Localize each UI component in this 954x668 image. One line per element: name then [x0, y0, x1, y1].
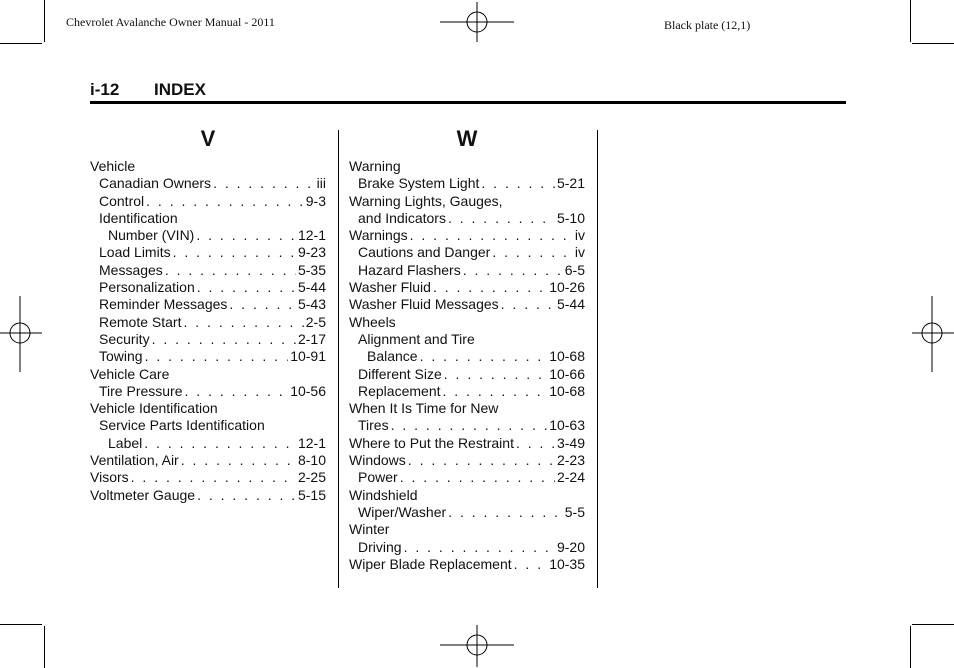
entry-page-ref: 10-91 — [290, 348, 326, 365]
entry-term: and Indicators — [358, 209, 446, 226]
entry-term: Visors — [90, 469, 129, 486]
entry-page-ref: 10-63 — [549, 417, 585, 434]
registration-mark-bottom — [440, 625, 516, 667]
index-entry — [349, 487, 585, 504]
dot-leader — [391, 417, 548, 434]
index-entry — [349, 244, 585, 261]
dot-leader — [131, 469, 296, 486]
index-entry — [349, 227, 585, 244]
entry-page-ref: 2-25 — [297, 469, 326, 486]
crop-mark — [44, 0, 45, 42]
dot-leader — [146, 193, 304, 210]
index-entry — [349, 539, 585, 556]
entry-term: Driving — [358, 538, 402, 555]
entry-term: Washer Fluid Messages — [349, 296, 499, 313]
dot-leader — [152, 331, 296, 348]
index-entry — [90, 314, 326, 331]
index-entry — [90, 279, 326, 296]
index-entry — [349, 417, 585, 434]
index-entry — [90, 435, 326, 452]
entry-page-ref: 12-1 — [297, 227, 326, 244]
heading-rule — [90, 101, 846, 104]
entry-page-ref: 10-26 — [549, 279, 585, 296]
section-letter-w: W — [456, 126, 478, 151]
dot-leader — [443, 383, 548, 400]
index-entry — [90, 244, 326, 261]
index-entry — [349, 279, 585, 296]
entry-term: Wiper Blade Replacement — [349, 555, 512, 572]
dot-leader — [165, 262, 296, 279]
dot-leader — [481, 175, 555, 192]
entry-term: Hazard Flashers — [358, 261, 461, 278]
dot-leader — [173, 244, 296, 261]
dot-leader — [448, 210, 555, 227]
entry-page-ref: 5-5 — [564, 503, 585, 520]
index-entry — [90, 348, 326, 365]
entry-page-ref: 5-15 — [297, 486, 326, 503]
dot-leader — [463, 262, 563, 279]
crop-mark — [912, 624, 954, 625]
dot-leader — [213, 175, 315, 192]
index-entry — [349, 314, 585, 331]
index-entry — [349, 262, 585, 279]
index-entry — [349, 296, 585, 313]
index-entry — [90, 469, 326, 486]
column-divider — [338, 130, 339, 588]
index-entry — [349, 175, 585, 192]
entry-page-ref: 10-35 — [549, 555, 585, 572]
dot-leader — [408, 452, 555, 469]
entry-page-ref: iii — [316, 175, 326, 192]
running-header-right: Black plate (12,1) — [664, 18, 751, 32]
index-entry — [90, 227, 326, 244]
entry-term: Load Limits — [99, 244, 171, 261]
dot-leader — [448, 504, 563, 521]
index-entry — [90, 296, 326, 313]
index-entry — [349, 435, 585, 452]
index-entry — [90, 193, 326, 210]
dot-leader — [229, 296, 296, 313]
dot-leader — [420, 348, 548, 365]
index-entry — [90, 400, 326, 417]
entry-term: Security — [99, 330, 150, 347]
entry-page-ref: 3-49 — [556, 434, 585, 451]
dot-leader — [185, 383, 289, 400]
index-entry — [349, 210, 585, 227]
entry-page-ref: 5-35 — [297, 261, 326, 278]
entry-term: Warning Lights, Gauges, — [349, 192, 503, 209]
dot-leader — [404, 539, 555, 556]
index-entries-w — [349, 158, 585, 573]
entry-term: Remote Start — [99, 313, 182, 330]
entry-page-ref: 12-1 — [297, 434, 326, 451]
index-entry — [90, 262, 326, 279]
running-header-left: Chevrolet Avalanche Owner Manual - 2011 — [66, 15, 275, 29]
entry-page-ref: 6-5 — [564, 261, 585, 278]
entry-term: Reminder Messages — [99, 296, 228, 313]
entry-term: Different Size — [358, 365, 442, 382]
entry-term: Ventilation, Air — [90, 452, 179, 469]
entry-page-ref: 5-10 — [556, 209, 585, 226]
entry-page-ref: 10-68 — [549, 382, 585, 399]
dot-leader — [144, 435, 296, 452]
entry-term: Service Parts Identification — [99, 417, 265, 434]
index-entry — [90, 366, 326, 383]
entry-term: Wiper/Washer — [358, 503, 447, 520]
entry-term: Windshield — [349, 486, 418, 503]
dot-leader — [145, 348, 289, 365]
column-divider — [597, 130, 598, 588]
index-entry — [349, 383, 585, 400]
entry-page-ref: 5-21 — [556, 175, 585, 192]
page-title: INDEX — [154, 80, 206, 99]
entry-term: Brake System Light — [358, 175, 480, 192]
entry-page-ref: 2-24 — [556, 469, 585, 486]
index-entries-v — [90, 158, 326, 504]
index-entry — [349, 521, 585, 538]
entry-term: Warning — [349, 158, 401, 174]
entry-term: Cautions and Danger — [358, 244, 491, 261]
entry-page-ref: 10-66 — [549, 365, 585, 382]
entry-page-ref: 5-43 — [297, 296, 326, 313]
entry-term: Personalization — [99, 279, 195, 296]
index-entry — [349, 366, 585, 383]
dot-leader — [400, 469, 555, 486]
entry-term: Power — [358, 469, 398, 486]
entry-term: Tires — [358, 417, 389, 434]
entry-term: Winter — [349, 521, 390, 538]
entry-term: Vehicle Identification — [90, 400, 218, 417]
index-entry — [90, 417, 326, 434]
dot-leader — [514, 556, 548, 573]
index-entry — [90, 487, 326, 504]
entry-page-ref: 9-3 — [305, 192, 326, 209]
entry-term: Where to Put the Restraint — [349, 434, 514, 451]
index-column-w — [349, 126, 585, 573]
entry-page-ref: iv — [574, 244, 585, 261]
entry-term: Identification — [99, 209, 178, 226]
crop-mark — [0, 43, 42, 44]
index-entry — [90, 175, 326, 192]
entry-page-ref: 2-5 — [305, 313, 326, 330]
entry-term: When It Is Time for New — [349, 400, 499, 417]
entry-term: Wheels — [349, 313, 396, 330]
crop-mark — [0, 624, 42, 625]
crop-mark — [910, 626, 911, 668]
entry-term: Washer Fluid — [349, 279, 431, 296]
dot-leader — [196, 227, 296, 244]
entry-term: Vehicle Care — [90, 365, 170, 382]
dot-leader — [492, 244, 573, 261]
entry-term: Warnings — [349, 227, 408, 244]
index-entry — [90, 331, 326, 348]
index-entry — [349, 331, 585, 348]
entry-page-ref: iv — [574, 227, 585, 244]
index-entry — [349, 556, 585, 573]
index-entry — [349, 158, 585, 175]
entry-page-ref: 2-23 — [556, 452, 585, 469]
dot-leader — [197, 279, 296, 296]
entry-term: Balance — [367, 348, 418, 365]
entry-term: Messages — [99, 261, 163, 278]
dot-leader — [183, 314, 303, 331]
entry-term: Alignment and Tire — [358, 330, 475, 347]
entry-term: Canadian Owners — [99, 175, 212, 192]
index-entry — [90, 210, 326, 227]
dot-leader — [181, 452, 296, 469]
page-heading — [90, 80, 206, 100]
entry-term: Number (VIN) — [108, 227, 195, 244]
index-entry — [90, 452, 326, 469]
dot-leader — [444, 366, 547, 383]
entry-term: Replacement — [358, 382, 441, 399]
index-entry — [90, 383, 326, 400]
entry-term: Control — [99, 192, 145, 209]
entry-term: Tire Pressure — [99, 382, 183, 399]
entry-term: Label — [108, 434, 143, 451]
entry-page-ref: 10-68 — [549, 348, 585, 365]
entry-term: Vehicle — [90, 158, 136, 174]
entry-term: Windows — [349, 452, 406, 469]
dot-leader — [433, 279, 547, 296]
entry-page-ref: 5-44 — [556, 296, 585, 313]
registration-mark-right — [912, 296, 954, 372]
crop-mark — [44, 626, 45, 668]
entry-page-ref: 2-17 — [297, 330, 326, 347]
entry-page-ref: 9-23 — [297, 244, 326, 261]
entry-term: Towing — [99, 348, 143, 365]
registration-mark-top — [440, 2, 516, 42]
entry-page-ref: 10-56 — [290, 382, 326, 399]
index-entry — [90, 158, 326, 175]
index-entry — [349, 193, 585, 210]
crop-mark — [912, 43, 954, 44]
crop-mark — [910, 0, 911, 42]
entry-page-ref: 5-44 — [297, 279, 326, 296]
index-column-v — [90, 126, 326, 504]
dot-leader — [410, 227, 573, 244]
registration-mark-left — [0, 296, 42, 372]
index-entry — [349, 504, 585, 521]
section-letter-v: V — [200, 126, 216, 151]
dot-leader — [516, 435, 555, 452]
page-number: i-12 — [90, 80, 120, 99]
index-entry — [349, 348, 585, 365]
index-entry — [349, 400, 585, 417]
entry-term: Voltmeter Gauge — [90, 486, 196, 503]
index-entry — [349, 452, 585, 469]
entry-page-ref: 9-20 — [556, 538, 585, 555]
dot-leader — [197, 487, 296, 504]
dot-leader — [501, 296, 555, 313]
index-entry — [349, 469, 585, 486]
entry-page-ref: 8-10 — [297, 452, 326, 469]
